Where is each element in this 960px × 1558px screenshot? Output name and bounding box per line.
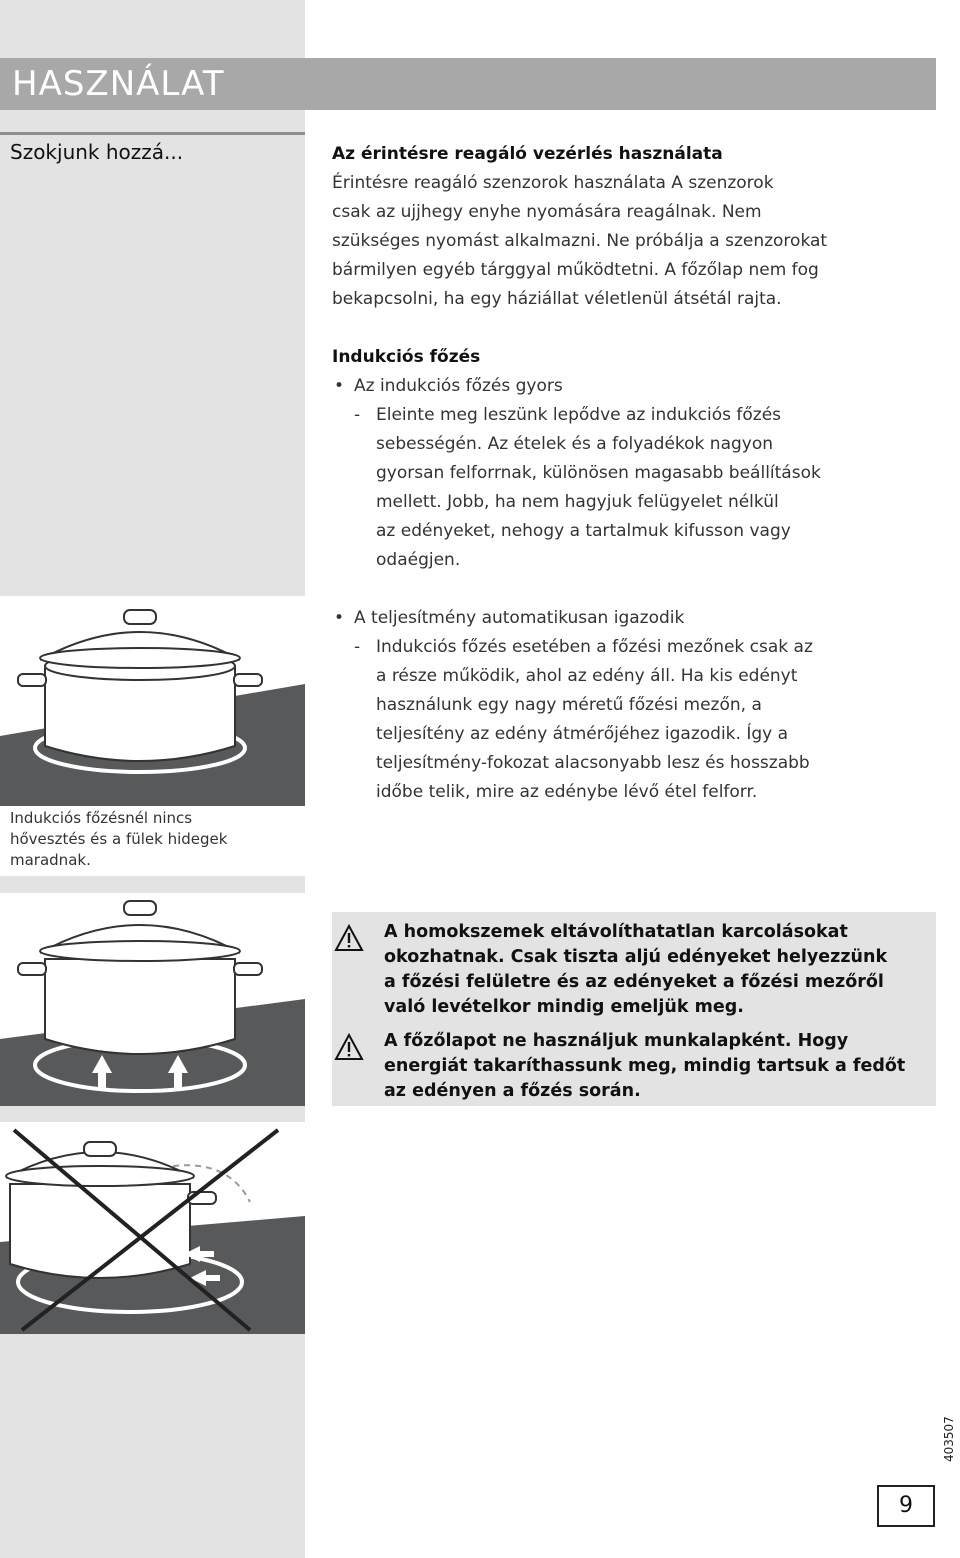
warning-box: [332, 912, 936, 1106]
main-content: [332, 140, 936, 807]
bullet-item: • Az indukciós főzés gyors: [332, 372, 936, 401]
section-heading-touch: Az érintésre reagáló vezérlés használata: [332, 144, 723, 164]
figure-caption: Indukciós főzésnél nincs hővesztés és a fülek hidegek maradnak.: [10, 809, 228, 869]
pot-illustration: [0, 596, 305, 806]
text-line: bármilyen egyéb tárggyal működtetni. A főzőlap nem fog: [332, 260, 819, 280]
warning-text: A főzőlapot ne használjuk munkalapként. Hogy energiát takaríthassunk meg, mindig tartsuk a fedőt az edényen a főzés során.: [384, 1031, 906, 1101]
pot-lift-illustration: [0, 893, 305, 1106]
text-line: bekapcsolni, ha egy háziállat véletlenül átsétál rajta.: [332, 289, 782, 309]
text-line: a része működik, ahol az edény áll. Ha kis edényt: [376, 666, 798, 686]
text-line: mellett. Jobb, ha nem hagyjuk felügyelet nélkül: [376, 492, 779, 512]
text-line: csak az ujjhegy enyhe nyomására reagálnak. Nem: [332, 202, 762, 222]
text-line: használunk egy nagy méretű főzési mezőn, a: [376, 695, 762, 715]
warning-text: A homokszemek eltávolíthatatlan karcolásokat okozhatnak. Csak tiszta aljú edényeket helyezzünk a főzési felületre és az edényeket a főzési mezőről való levételkor mindig emeljük meg.: [384, 922, 888, 1017]
warning-triangle-icon: [334, 924, 364, 952]
pot-slide-illustration: [0, 1122, 305, 1334]
section-heading-induction: Indukciós főzés: [332, 347, 481, 367]
page-title: HASZNÁLAT: [12, 64, 225, 104]
text-line: szükséges nyomást alkalmazni. Ne próbálja a szenzorokat: [332, 231, 828, 251]
sidebar-divider: [0, 132, 305, 135]
figure-pot-on-zone: [0, 596, 305, 876]
text-line: időbe telik, mire az edénybe lévő étel felforr.: [376, 782, 758, 802]
text-line: gyorsan felforrnak, különösen magasabb beállítások: [376, 463, 821, 483]
bullet-item: • A teljesítmény automatikusan igazodik: [332, 604, 936, 633]
header-bar: [0, 58, 936, 110]
dash-item: - Eleinte meg leszünk lepődve az indukciós főzés: [332, 401, 936, 430]
page-number: 9: [877, 1485, 935, 1527]
sidebar-title: Szokjunk hozzá...: [10, 140, 184, 164]
text-line: Érintésre reagáló szenzorok használata A szenzorok: [332, 173, 774, 193]
document-code: 403507: [942, 1416, 956, 1462]
text-line: az edényeket, nehogy a tartalmuk kifusson vagy: [376, 521, 791, 541]
figure-no-sliding: [0, 1122, 305, 1334]
text-line: odaégjen.: [376, 550, 461, 570]
figure-lift-pot: [0, 893, 305, 1106]
dash-item: - Indukciós főzés esetében a főzési mezőnek csak az: [332, 633, 936, 662]
text-line: teljesítény az edény átmérőjéhez igazodik. Így a: [376, 724, 789, 744]
warning-triangle-icon: [334, 1033, 364, 1061]
text-line: sebességén. Az ételek és a folyadékok nagyon: [376, 434, 774, 454]
text-line: teljesítmény-fokozat alacsonyabb lesz és hosszabb: [376, 753, 810, 773]
